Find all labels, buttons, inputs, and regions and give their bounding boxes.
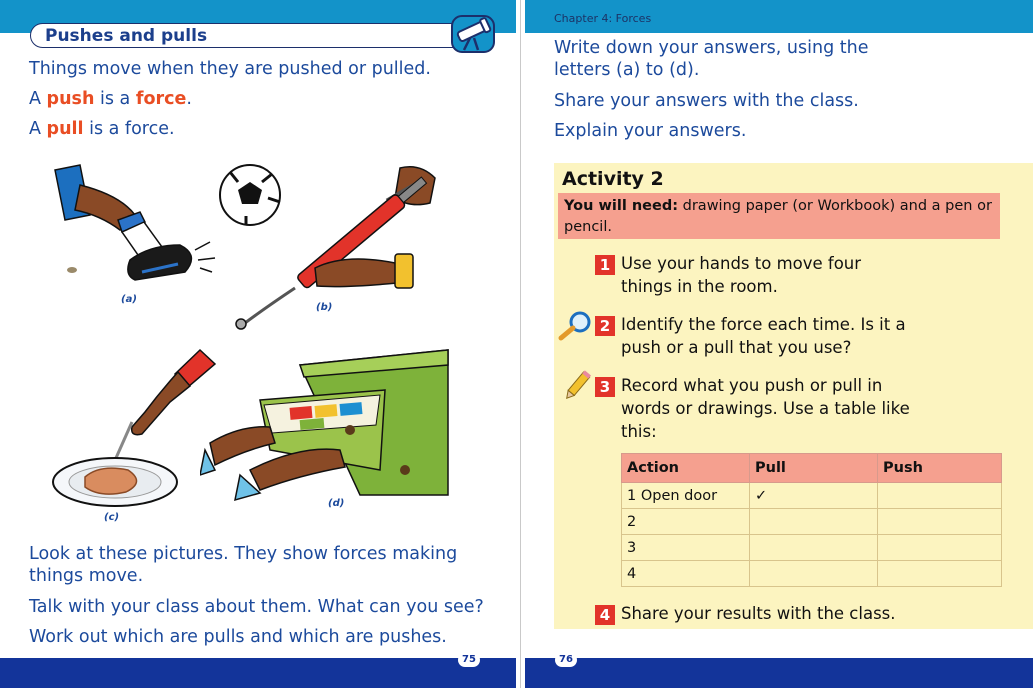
table-cell: [878, 535, 1002, 561]
table-row: [622, 509, 1002, 535]
telescope-icon: [448, 12, 498, 56]
intro-line-2: A push is a force.: [29, 89, 192, 109]
table-cell: 2: [622, 509, 750, 535]
step-4-number: 4: [595, 605, 615, 625]
results-table: [621, 453, 1002, 587]
step-1-number: 1: [595, 255, 615, 275]
page-gutter: [516, 0, 525, 688]
intro-instruction-1: Write down your answers, using the letters (a) to (d).: [554, 38, 869, 80]
intro-instruction-2: Share your answers with the class.: [554, 91, 859, 111]
column-header-pull: Pull: [750, 454, 878, 483]
force-highlight: force: [135, 89, 187, 109]
table-cell: 3: [622, 535, 750, 561]
activity-box: [554, 163, 1033, 629]
illustration-fork-plate: [50, 342, 220, 512]
caption-b: (b): [316, 302, 333, 313]
column-header-push: Push: [878, 454, 1002, 483]
step-2-text: Identify the force each time. Is it a push or a pull that you use?: [621, 315, 906, 357]
right-page: [525, 0, 1033, 688]
caption-c: (c): [104, 512, 120, 523]
intro-instruction-3: Explain your answers.: [554, 121, 747, 141]
footer-bar: [0, 658, 516, 688]
table-cell: 1 Open door: [622, 483, 750, 509]
caption-a: (a): [121, 294, 137, 305]
intro-line-3: A pull is a force.: [29, 119, 175, 139]
column-header-action: Action: [622, 454, 750, 483]
table-row: [622, 535, 1002, 561]
left-page: [0, 0, 516, 688]
step-1-text: Use your hands to move four things in the room.: [621, 254, 862, 296]
table-cell: ✓: [750, 483, 878, 509]
page-number: 75: [458, 653, 480, 667]
chapter-header: Chapter 4: Forces: [554, 12, 652, 25]
step-4-text: Share your results with the class.: [621, 604, 896, 623]
paragraph-1: Look at these pictures. They show forces making things move.: [29, 544, 458, 586]
step-2-number: 2: [595, 316, 615, 336]
table-cell: [878, 561, 1002, 587]
paragraph-3: Work out which are pulls and which are pushes.: [29, 627, 447, 647]
step-3-number: 3: [595, 377, 615, 397]
table-cell: [878, 483, 1002, 509]
table-cell: [878, 509, 1002, 535]
section-title: Pushes and pulls: [45, 26, 208, 46]
materials-needed: You will need: drawing paper (or Workbook) and a pen or pencil.: [558, 193, 1000, 239]
footer-bar: [525, 658, 1033, 688]
push-highlight: push: [46, 89, 95, 109]
table-cell: [750, 535, 878, 561]
table-cell: 4: [622, 561, 750, 587]
table-header-row: [622, 454, 1002, 483]
page-number: 76: [555, 653, 577, 667]
paragraph-2: Talk with your class about them. What can you see?: [29, 597, 484, 617]
illustration-pump: [225, 158, 460, 333]
section-title-box: [30, 23, 490, 48]
table-cell: [750, 561, 878, 587]
pencil-icon: [560, 369, 594, 403]
activity-title: Activity 2: [562, 168, 664, 190]
illustration-drawer: [200, 345, 450, 505]
table-cell: [750, 509, 878, 535]
step-3-text: Record what you push or pull in words or drawings. Use a table like this:: [621, 376, 910, 441]
table-row: [622, 561, 1002, 587]
intro-line-1: Things move when they are pushed or pulled.: [29, 59, 431, 79]
table-row: [622, 483, 1002, 509]
pull-highlight: pull: [46, 119, 84, 139]
magnifier-icon: [558, 311, 594, 341]
caption-d: (d): [328, 498, 345, 509]
